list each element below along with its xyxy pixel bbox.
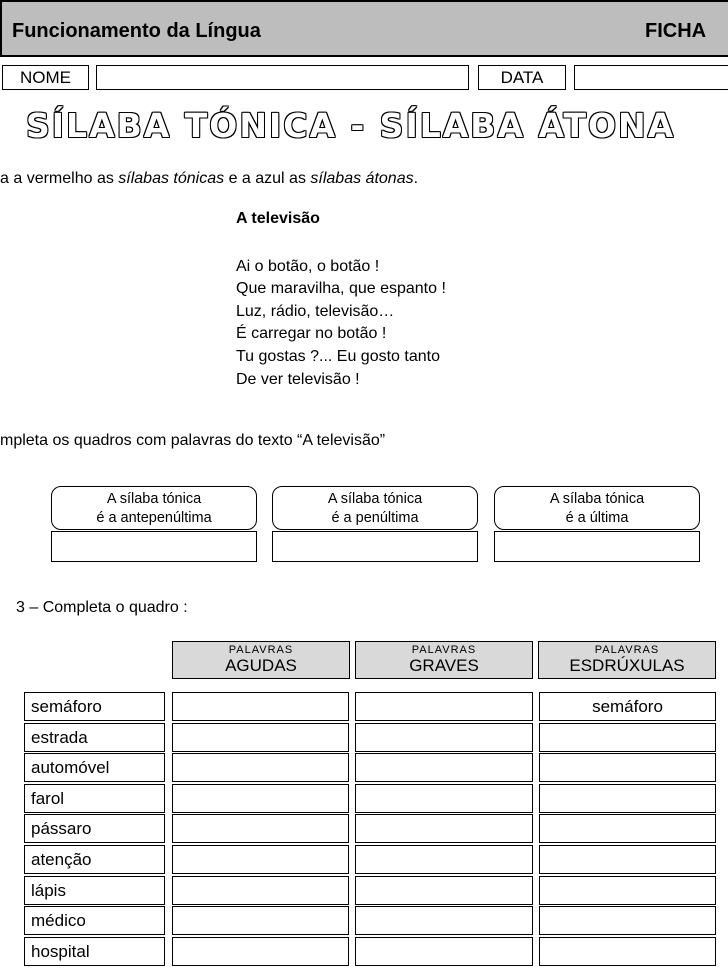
esdruxulas-cell[interactable] bbox=[539, 876, 716, 905]
box-line: A sílaba tónica bbox=[106, 491, 202, 507]
graves-cell[interactable] bbox=[355, 814, 533, 843]
nome-field[interactable] bbox=[96, 65, 469, 90]
agudas-cell[interactable] bbox=[172, 723, 349, 752]
col-head-small: PALAVRAS bbox=[411, 644, 477, 656]
answer-ultima[interactable] bbox=[494, 531, 700, 562]
answer-penultima[interactable] bbox=[272, 531, 478, 562]
esdruxulas-cell[interactable]: semáforo bbox=[539, 692, 716, 721]
agudas-cell[interactable] bbox=[172, 692, 349, 721]
word-cell: médico bbox=[24, 906, 165, 935]
box-antepenultima bbox=[51, 486, 257, 530]
data-field[interactable] bbox=[574, 65, 728, 90]
graves-cell[interactable] bbox=[355, 937, 533, 966]
agudas-cell[interactable] bbox=[172, 784, 349, 813]
poem-line: Ai o botão, o botão ! bbox=[236, 258, 380, 275]
poem-line: Que maravilha, que espanto ! bbox=[236, 280, 446, 297]
col-head-esdruxulas bbox=[538, 641, 716, 679]
col-head-big: GRAVES bbox=[409, 656, 479, 675]
agudas-cell[interactable] bbox=[172, 937, 349, 966]
exercise1-instruction bbox=[0, 170, 418, 188]
graves-cell[interactable] bbox=[355, 753, 533, 782]
graves-cell[interactable] bbox=[355, 692, 533, 721]
exercise2-instruction: mpleta os quadros com palavras do texto “A televisão” bbox=[0, 432, 386, 449]
graves-cell[interactable] bbox=[355, 906, 533, 935]
word-cell: pássaro bbox=[24, 814, 165, 843]
graves-cell[interactable] bbox=[355, 723, 533, 752]
esdruxulas-cell[interactable] bbox=[539, 784, 716, 813]
exercise1-text-b: e a azul as bbox=[224, 170, 311, 187]
word-cell: automóvel bbox=[24, 753, 165, 782]
poem-title: A televisão bbox=[236, 210, 320, 227]
box-line: é a última bbox=[565, 510, 629, 526]
poem-line: Tu gostas ?... Eu gosto tanto bbox=[236, 348, 440, 365]
esdruxulas-cell[interactable] bbox=[539, 814, 716, 843]
box-line: A sílaba tónica bbox=[549, 491, 645, 507]
esdruxulas-cell[interactable] bbox=[539, 937, 716, 966]
agudas-cell[interactable] bbox=[172, 876, 349, 905]
box-ultima bbox=[494, 486, 700, 530]
exercise1-atonas: sílabas átonas bbox=[310, 170, 414, 187]
poem-line: É carregar no botão ! bbox=[236, 325, 387, 342]
word-cell: lápis bbox=[24, 876, 165, 905]
agudas-cell[interactable] bbox=[172, 906, 349, 935]
word-cell: estrada bbox=[24, 723, 165, 752]
poem-line: Luz, rádio, televisão… bbox=[236, 303, 395, 320]
word-cell: hospital bbox=[24, 937, 165, 966]
box-line: é a penúltima bbox=[331, 510, 419, 526]
word-cell: atenção bbox=[24, 845, 165, 874]
ficha-label: FICHA bbox=[645, 20, 707, 42]
exercise1-tonicas: sílabas tónicas bbox=[118, 170, 225, 187]
esdruxulas-cell[interactable] bbox=[539, 723, 716, 752]
esdruxulas-cell[interactable] bbox=[539, 845, 716, 874]
word-cell: semáforo bbox=[24, 692, 165, 721]
esdruxulas-cell[interactable] bbox=[539, 753, 716, 782]
word-cell: farol bbox=[24, 784, 165, 813]
col-head-graves bbox=[355, 641, 533, 679]
box-line: é a antepenúltima bbox=[96, 510, 212, 526]
col-head-big: AGUDAS bbox=[225, 656, 297, 675]
header-bar bbox=[0, 0, 728, 57]
agudas-cell[interactable] bbox=[172, 753, 349, 782]
esdruxulas-cell[interactable] bbox=[539, 906, 716, 935]
answer-antepenultima[interactable] bbox=[51, 531, 257, 562]
graves-cell[interactable] bbox=[355, 845, 533, 874]
subject-title: Funcionamento da Língua bbox=[12, 20, 261, 42]
agudas-cell[interactable] bbox=[172, 845, 349, 874]
box-penultima bbox=[272, 486, 478, 530]
col-head-small: PALAVRAS bbox=[228, 644, 294, 656]
col-head-big: ESDRÚXULAS bbox=[569, 656, 685, 675]
exercise1-text-c: . bbox=[413, 170, 419, 187]
nome-label: NOME bbox=[2, 65, 89, 90]
exercise1-text-a: a a vermelho as bbox=[0, 170, 119, 187]
col-head-small: PALAVRAS bbox=[594, 644, 660, 656]
graves-cell[interactable] bbox=[355, 784, 533, 813]
data-label: DATA bbox=[478, 65, 566, 90]
poem-line: De ver televisão ! bbox=[236, 371, 360, 388]
col-head-agudas bbox=[172, 641, 350, 679]
graves-cell[interactable] bbox=[355, 876, 533, 905]
worksheet-title: SÍLABA TÓNICA - SÍLABA ÁTONA bbox=[26, 106, 676, 145]
agudas-cell[interactable] bbox=[172, 814, 349, 843]
box-line: A sílaba tónica bbox=[327, 491, 423, 507]
exercise3-instruction: 3 – Completa o quadro : bbox=[16, 599, 188, 616]
